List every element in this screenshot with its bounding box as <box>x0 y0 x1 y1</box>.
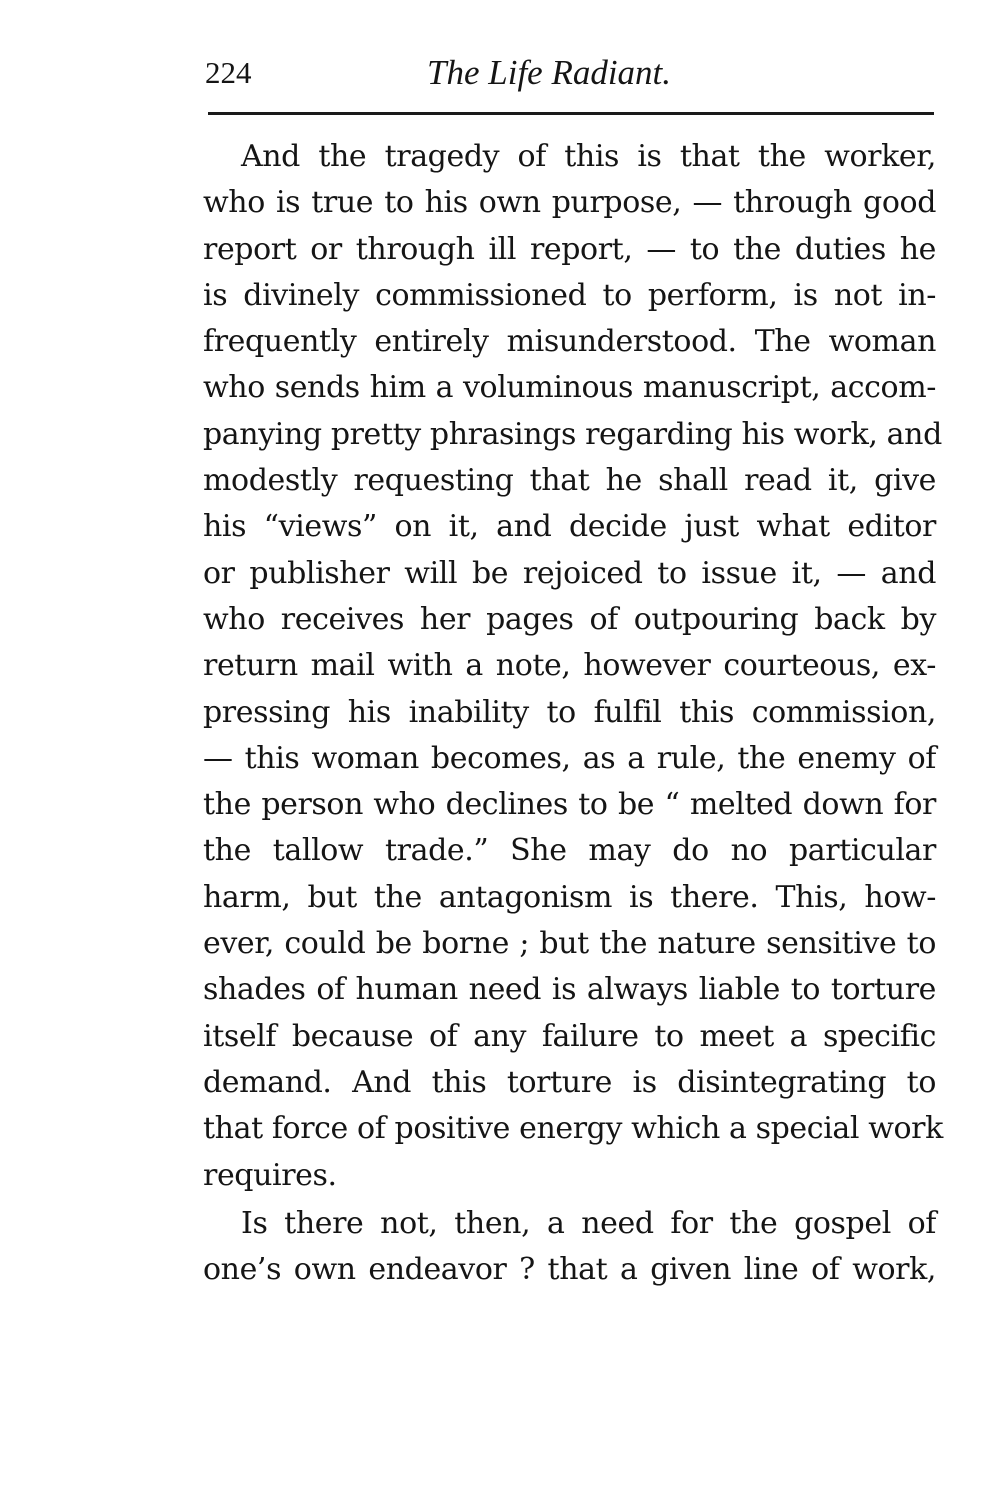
book-title: The Life Radiant. <box>427 53 672 92</box>
text-line: who sends him a voluminous manuscript, accom- <box>203 370 936 406</box>
text-line: pressing his inability to fulfil this commission, <box>203 694 936 730</box>
text-line: return mail with a note, however courteous, ex- <box>203 648 936 684</box>
text-line: who receives her pages of outpouring back by <box>203 601 936 637</box>
text-line: the person who declines to be “ melted down for <box>203 787 936 823</box>
text-line: frequently entirely misunderstood. The woman <box>203 324 936 360</box>
text-line: requires. <box>203 1157 337 1193</box>
text-line: one’s own endeavor ? that a given line of work, <box>203 1252 936 1288</box>
text-line: harm, but the antagonism is there. This, how- <box>203 879 936 915</box>
text-line: demand. And this torture is disintegrating to <box>203 1064 936 1100</box>
text-line: panying pretty phrasings regarding his work, and <box>203 416 942 452</box>
text-line: his “views” on it, and decide just what editor <box>203 509 936 545</box>
page-number: 224 <box>205 55 252 90</box>
text-line: shades of human need is always liable to torture <box>203 972 936 1008</box>
text-line: is divinely commissioned to perform, is not in- <box>203 277 936 313</box>
text-line: that force of positive energy which a special work <box>203 1111 943 1147</box>
running-head <box>205 48 933 98</box>
text-line: itself because of any failure to meet a specific <box>203 1018 936 1054</box>
body-text <box>203 134 943 1293</box>
text-line: — this woman becomes, as a rule, the enemy of <box>203 740 936 776</box>
text-line: the tallow trade.” She may do no particular <box>203 833 936 869</box>
text-line: And the tragedy of this is that the worker, <box>241 139 936 174</box>
text-line: report or through ill report, — to the duties he <box>203 231 936 267</box>
header-rule <box>208 112 934 115</box>
text-line: modestly requesting that he shall read it, give <box>203 463 936 499</box>
text-line: or publisher will be rejoiced to issue it, — and <box>203 555 936 591</box>
text-line: who is true to his own purpose, — through good <box>203 185 936 221</box>
text-line: Is there not, then, a need for the gospel of <box>241 1205 936 1241</box>
text-line: ever, could be borne ; but the nature sensitive to <box>203 926 936 962</box>
